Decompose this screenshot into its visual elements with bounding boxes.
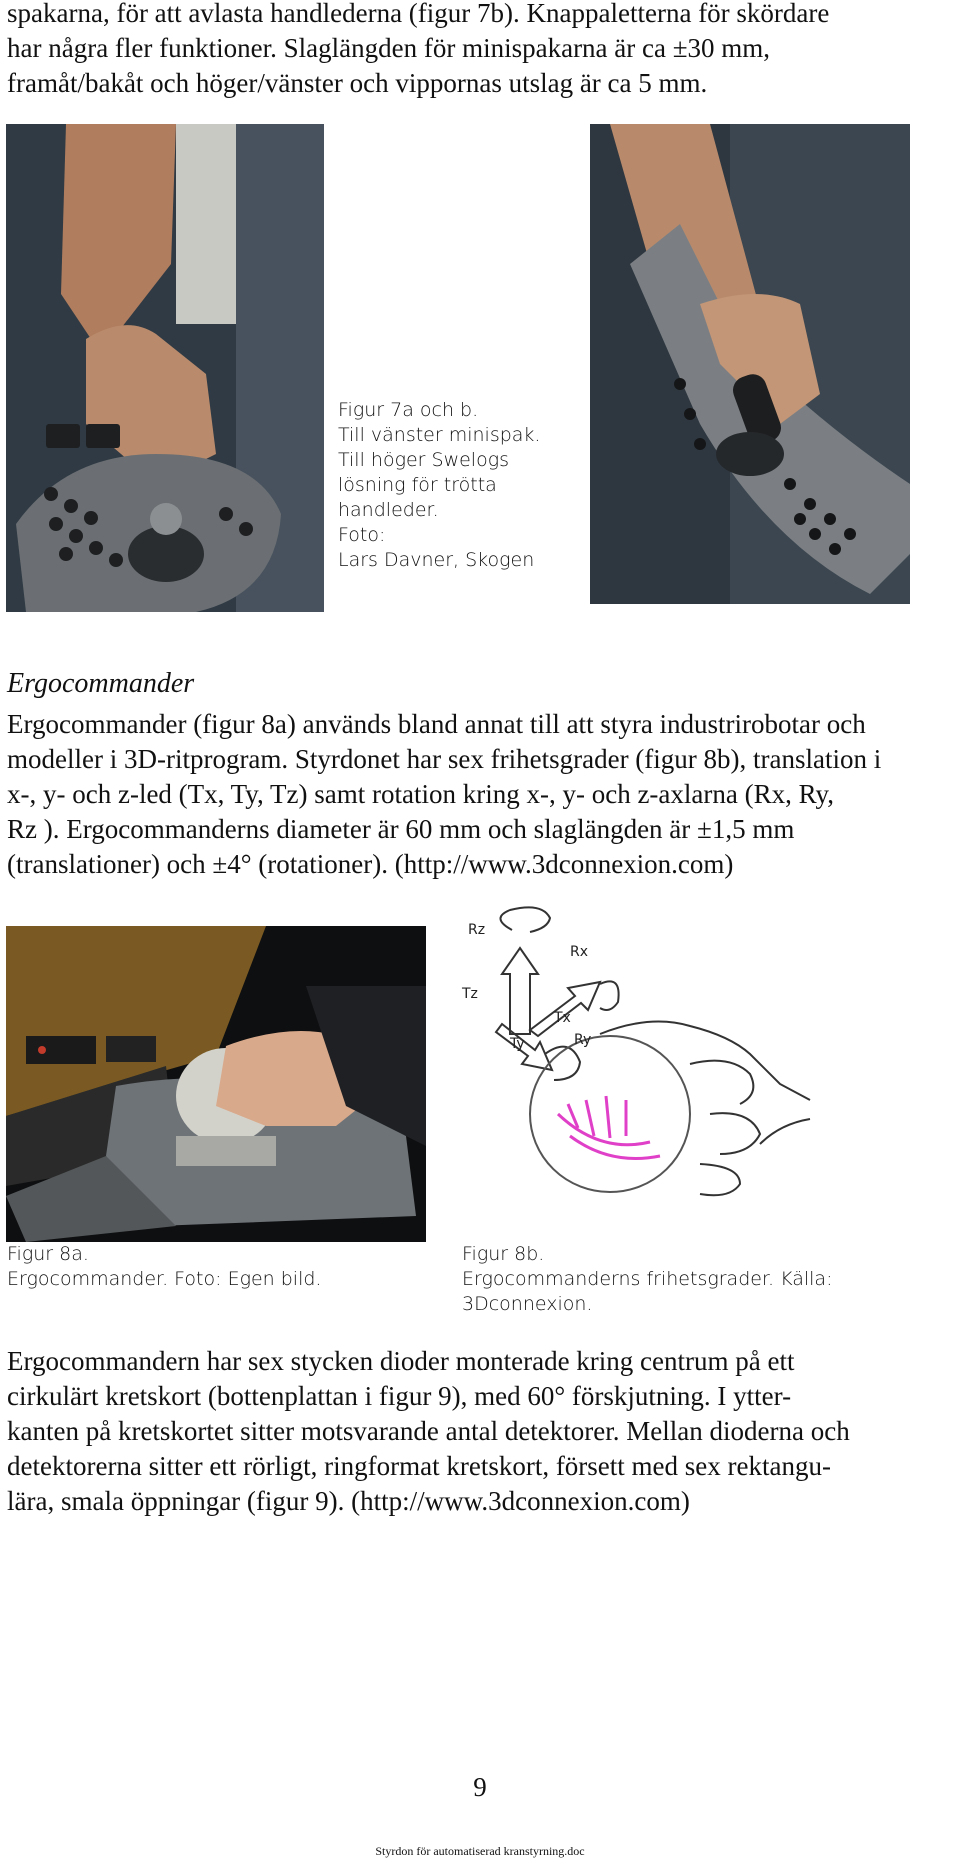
label-tx: Tx (554, 1010, 571, 1026)
figure-7b-photo (590, 124, 910, 604)
label-ty: Ty (510, 1036, 525, 1052)
paragraph-line: detektorerna sitter ett rörligt, ringformat kretskort, försett med sex rektangu- (7, 1451, 831, 1481)
intro-line: framåt/bakåt och höger/vänster och vippornas utslag är ca 5 mm. (7, 68, 708, 98)
label-rz: Rz (468, 922, 486, 938)
rx-arrow (600, 981, 619, 1010)
paragraph-line: kanten på kretskortet sitter motsvarande antal detektorer. Mellan dioderna och (7, 1416, 850, 1446)
section-heading: Ergocommander (7, 668, 195, 699)
paragraph-line: Ergocommandern har sex stycken dioder monterade kring centrum på ett (7, 1346, 795, 1376)
caption-line: Till höger Swelogs (338, 449, 509, 471)
caption-line: Foto: (338, 524, 386, 546)
figure-7-caption (338, 398, 540, 573)
caption-line: Lars Davner, Skogen (338, 549, 535, 571)
intro-paragraph (7, 0, 947, 101)
caption-line: lösning för trötta (338, 474, 497, 496)
footer-document-name: Styrdon för automatiserad kranstyrning.doc (375, 1844, 585, 1858)
ergocommander-paragraph (7, 707, 957, 882)
figure-8b-diagram (450, 904, 820, 1244)
paragraph-line: (translationer) och ±4° (rotationer). (http://www.3dconnexion.com) (7, 849, 734, 879)
figure-8b-caption (462, 1242, 832, 1317)
intro-line: spakarna, för att avlasta handlederna (figur 7b). Knappaletterna för skördare (7, 0, 830, 28)
rz-arrow (500, 907, 550, 932)
label-ry: Ry (574, 1032, 592, 1048)
paragraph-line: lära, smala öppningar (figur 9). (http://www.3dconnexion.com) (7, 1486, 690, 1516)
ball-grip-lines (558, 1096, 660, 1159)
figure-8a-photo (6, 926, 426, 1242)
tz-arrow (502, 948, 538, 1034)
page-number: 9 (473, 1772, 487, 1802)
paragraph-line: modeller i 3D-ritprogram. Styrdonet har sex frihetsgrader (figur 8b), translation i (7, 744, 882, 774)
paragraph-line: cirkulärt kretskort (bottenplattan i figur 9), med 60° förskjutning. I ytter- (7, 1381, 792, 1411)
paragraph-line: x-, y- och z-led (Tx, Ty, Tz) samt rotation kring x-, y- och z-axlarna (Rx, Ry, (7, 779, 835, 809)
caption-line: Figur 8a. (7, 1243, 89, 1265)
caption-line: 3Dconnexion. (462, 1293, 593, 1315)
caption-line: Ergocommander. Foto: Egen bild. (7, 1268, 322, 1290)
ball-outline (530, 1036, 690, 1192)
label-rx: Rx (570, 944, 589, 960)
figure-7a-photo (6, 124, 324, 612)
diodes-paragraph (7, 1344, 947, 1519)
paragraph-line: Ergocommander (figur 8a) används bland annat till att styra industrirobotar och (7, 709, 866, 739)
tx-arrow (530, 982, 600, 1036)
figure-8a-caption (7, 1242, 321, 1292)
caption-line: Figur 8b. (462, 1243, 545, 1265)
caption-line: Figur 7a och b. (338, 399, 479, 421)
paragraph-line: Rz ). Ergocommanderns diameter är 60 mm och slaglängden är ±1,5 mm (7, 814, 795, 844)
caption-line: Till vänster minispak. (338, 424, 541, 446)
caption-line: handleder. (338, 499, 439, 521)
label-tz: Tz (462, 986, 478, 1002)
caption-line: Ergocommanderns frihetsgrader. Källa: (462, 1268, 833, 1290)
intro-line: har några fler funktioner. Slaglängden för minispakarna är ca ±30 mm, (7, 33, 771, 63)
